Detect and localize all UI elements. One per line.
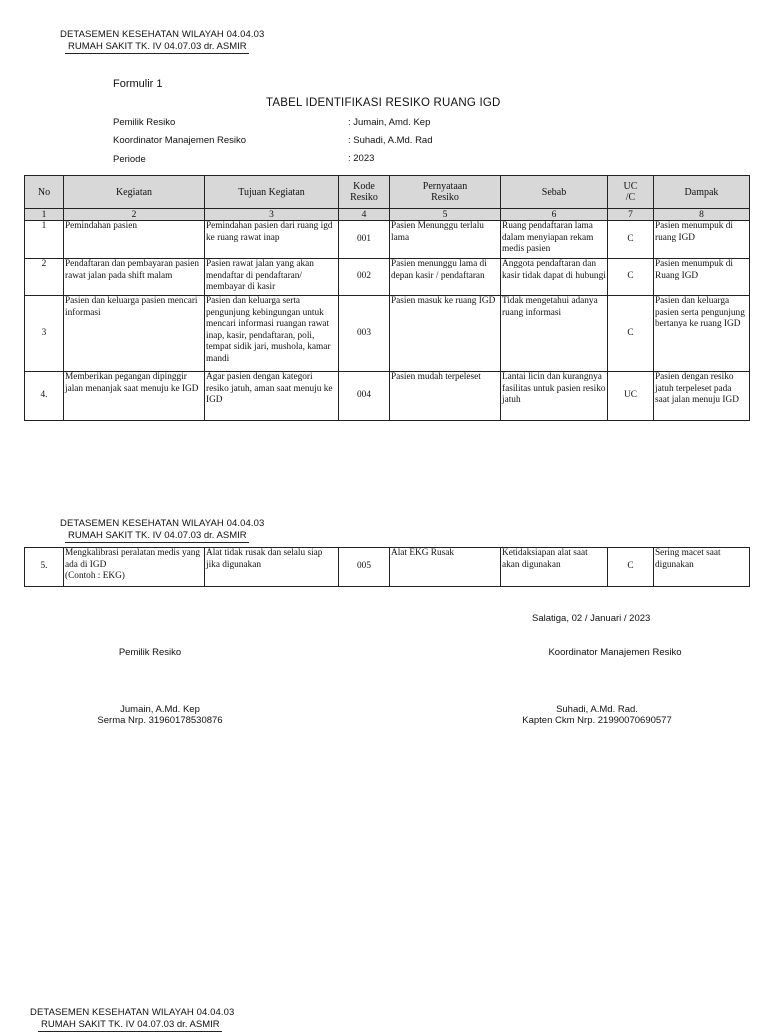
signature-right-role: Koordinator Manajemen Resiko bbox=[548, 647, 682, 658]
cell-tujuan: Pasien dan keluarga serta pengunjung kebingungan untuk mencari informasi ruangan rawat inap, kasir, pendaftaran, poli, tempat sidik jari, mushola, kamar mandi bbox=[205, 296, 339, 372]
meta-label-period: Periode bbox=[113, 154, 146, 165]
signature-left-role: Pemilik Resiko bbox=[118, 647, 182, 658]
cell-dampak: Pasien dengan resiko jatuh terpeleset pada saat jalan menuju IGD bbox=[654, 372, 750, 421]
risk-table bbox=[24, 175, 750, 421]
cell-kode: 004 bbox=[339, 372, 390, 421]
header-dampak: Dampak bbox=[654, 176, 750, 209]
cell-kegiatan: Pemindahan pasien bbox=[64, 221, 205, 259]
header-no: No bbox=[25, 176, 64, 209]
cell-ucc: C bbox=[608, 296, 654, 372]
cell-pernyataan: Pasien Menunggu terlalu lama bbox=[390, 221, 501, 259]
signature-left-id: Serma Nrp. 31960178530876 bbox=[97, 715, 223, 726]
org-name-page2: DETASEMEN KESEHATAN WILAYAH 04.04.03 bbox=[60, 518, 265, 529]
cell-pernyataan: Pasien menunggu lama di depan kasir / pendaftaran bbox=[390, 259, 501, 296]
cell-no: 3 bbox=[25, 296, 64, 372]
cell-kode: 002 bbox=[339, 259, 390, 296]
cell-kegiatan: Pendaftaran dan pembayaran pasien rawat jalan pada shift malam bbox=[64, 259, 205, 296]
hospital-name-page2: RUMAH SAKIT TK. IV 04.07.03 dr. ASMIR bbox=[65, 530, 249, 543]
colnum: 7 bbox=[608, 209, 654, 221]
table-row bbox=[25, 372, 750, 421]
meta-value-coordinator: : Suhadi, A.Md. Rad bbox=[348, 135, 433, 146]
cell-dampak: Sering macet saat digunakan bbox=[654, 548, 750, 587]
cell-pernyataan: Pasien masuk ke ruang IGD bbox=[390, 296, 501, 372]
colnum: 1 bbox=[25, 209, 64, 221]
column-number-row bbox=[25, 209, 750, 221]
signature-left-name: Jumain, A.Md. Kep bbox=[120, 704, 200, 715]
hospital-name-page3: RUMAH SAKIT TK. IV 04.07.03 dr. ASMIR bbox=[38, 1019, 222, 1032]
header-kegiatan: Kegiatan bbox=[64, 176, 205, 209]
colnum: 6 bbox=[501, 209, 608, 221]
cell-dampak: Pasien dan keluarga pasien serta pengunjung bertanya ke ruang IGD bbox=[654, 296, 750, 372]
cell-no: 2 bbox=[25, 259, 64, 296]
cell-ucc: UC bbox=[608, 372, 654, 421]
cell-tujuan: Pasien rawat jalan yang akan mendaftar di pendaftaran/ membayar di kasir bbox=[205, 259, 339, 296]
table-row bbox=[25, 548, 750, 587]
cell-ucc: C bbox=[608, 259, 654, 296]
header-pernyataan: Pernyataan Resiko bbox=[390, 176, 501, 209]
cell-kegiatan: Mengkalibrasi peralatan medis yang ada di IGD (Contoh : EKG) bbox=[64, 548, 205, 587]
meta-value-owner: : Jumain, Amd. Kep bbox=[348, 117, 431, 128]
form-label: Formulir 1 bbox=[113, 78, 163, 90]
cell-tujuan: Pemindahan pasien dari ruang igd ke ruang rawat inap bbox=[205, 221, 339, 259]
header-tujuan: Tujuan Kegiatan bbox=[205, 176, 339, 209]
meta-label-coordinator: Koordinator Manajemen Resiko bbox=[113, 135, 247, 146]
risk-table-continued bbox=[24, 547, 750, 587]
cell-kegiatan: Pasien dan keluarga pasien mencari informasi bbox=[64, 296, 205, 372]
table-header-row bbox=[25, 176, 750, 209]
place-date: Salatiga, 02 / Januari / 2023 bbox=[532, 613, 651, 624]
page-title: TABEL IDENTIFIKASI RESIKO RUANG IGD bbox=[266, 97, 501, 109]
header-ucc: UC /C bbox=[608, 176, 654, 209]
cell-kode: 001 bbox=[339, 221, 390, 259]
colnum: 2 bbox=[64, 209, 205, 221]
colnum: 8 bbox=[654, 209, 750, 221]
signature-right-name: Suhadi, A.Md. Rad. bbox=[556, 704, 638, 715]
cell-tujuan: Agar pasien dengan kategori resiko jatuh, aman saat menuju ke IGD bbox=[205, 372, 339, 421]
cell-sebab: Anggota pendaftaran dan kasir tidak dapat di hubungi bbox=[501, 259, 608, 296]
cell-sebab: Ruang pendaftaran lama dalam menyiapan rekam medis pasien bbox=[501, 221, 608, 259]
colnum: 3 bbox=[205, 209, 339, 221]
cell-kode: 003 bbox=[339, 296, 390, 372]
cell-no: 5. bbox=[25, 548, 64, 587]
cell-ucc: C bbox=[608, 221, 654, 259]
header-kode: Kode Resiko bbox=[339, 176, 390, 209]
cell-dampak: Pasien menumpuk di ruang IGD bbox=[654, 221, 750, 259]
cell-dampak: Pasien menumpuk di Ruang IGD bbox=[654, 259, 750, 296]
cell-kode: 005 bbox=[339, 548, 390, 587]
table-row bbox=[25, 259, 750, 296]
table-row bbox=[25, 221, 750, 259]
meta-value-period: : 2023 bbox=[348, 153, 375, 164]
colnum: 4 bbox=[339, 209, 390, 221]
meta-label-owner: Pemilik Resiko bbox=[113, 117, 176, 128]
signature-right-id: Kapten Ckm Nrp. 21990070690577 bbox=[522, 715, 672, 726]
cell-ucc: C bbox=[608, 548, 654, 587]
table-row bbox=[25, 296, 750, 372]
cell-tujuan: Alat tidak rusak dan selalu siap jika digunakan bbox=[205, 548, 339, 587]
org-name-page3: DETASEMEN KESEHATAN WILAYAH 04.04.03 bbox=[30, 1007, 235, 1018]
org-name: DETASEMEN KESEHATAN WILAYAH 04.04.03 bbox=[60, 29, 265, 40]
cell-sebab: Ketidaksiapan alat saat akan digunakan bbox=[501, 548, 608, 587]
cell-pernyataan: Alat EKG Rusak bbox=[390, 548, 501, 587]
cell-no: 4. bbox=[25, 372, 64, 421]
cell-sebab: Lantai licin dan kurangnya fasilitas untuk pasien resiko jatuh bbox=[501, 372, 608, 421]
cell-kegiatan: Memberikan pegangan dipinggir jalan menanjak saat menuju ke IGD bbox=[64, 372, 205, 421]
cell-no: 1 bbox=[25, 221, 64, 259]
cell-pernyataan: Pasien mudah terpeleset bbox=[390, 372, 501, 421]
header-sebab: Sebab bbox=[501, 176, 608, 209]
hospital-name: RUMAH SAKIT TK. IV 04.07.03 dr. ASMIR bbox=[65, 41, 249, 54]
cell-sebab: Tidak mengetahui adanya ruang informasi bbox=[501, 296, 608, 372]
colnum: 5 bbox=[390, 209, 501, 221]
